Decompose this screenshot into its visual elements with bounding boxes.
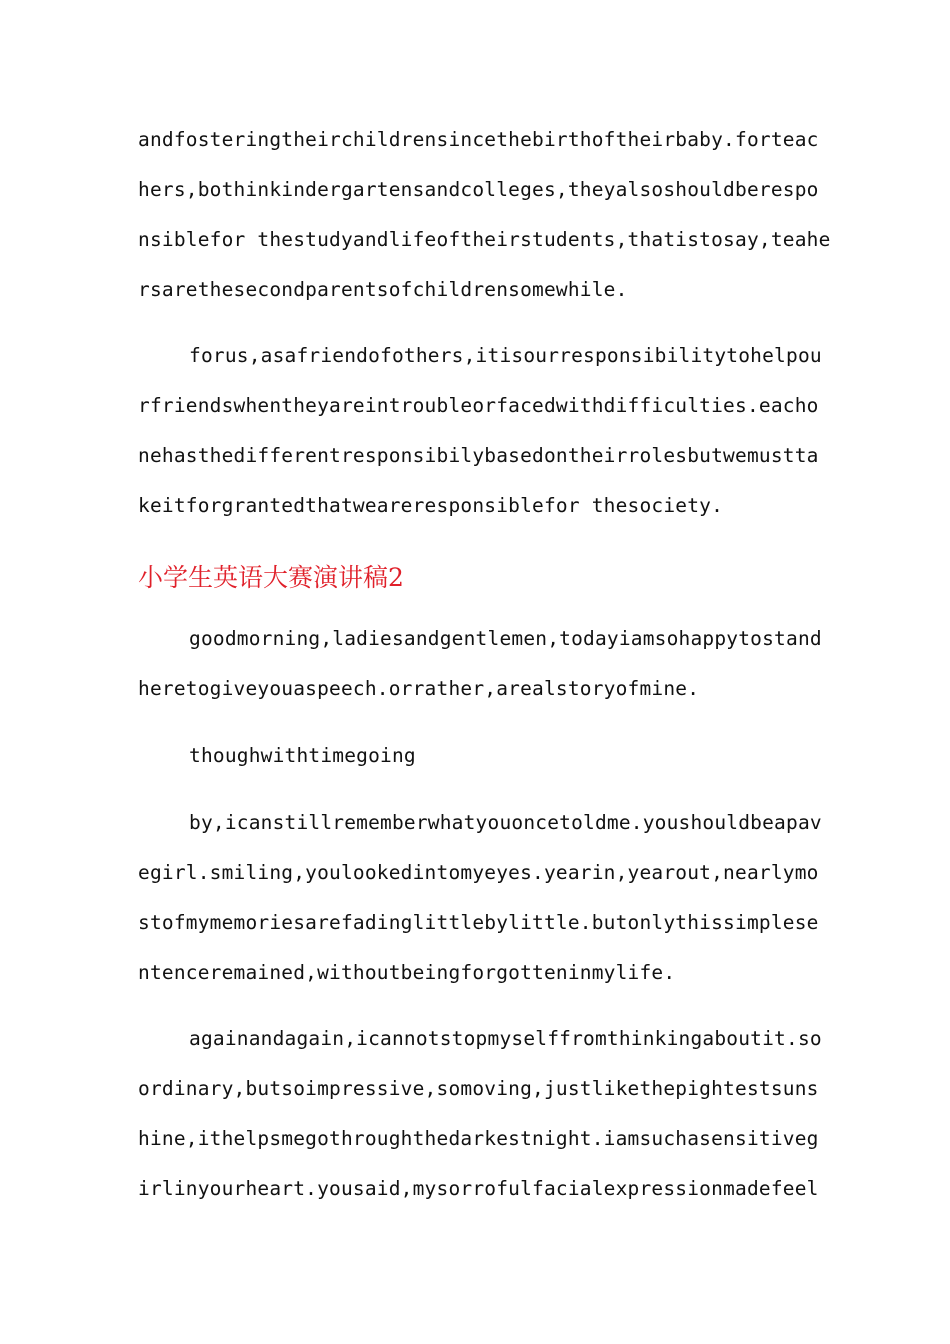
paragraph-line: andfosteringtheirchildrensincethebirthoftheirbaby.forteac [138, 128, 819, 151]
paragraph-line: thoughwithtimegoing [189, 744, 416, 767]
paragraph-1 [138, 115, 831, 315]
paragraph-line: goodmorning,ladiesandgentlemen,todayiamsohappytostand [189, 627, 822, 650]
paragraph-line: ordinary,butsoimpressive,somoving,justlikethepightestsuns [138, 1077, 819, 1100]
paragraph-line: rfriendswhentheyareintroubleorfacedwithdifficulties.eacho [138, 394, 819, 417]
paragraph-line: againandagain,icannotstopmyselffromthinkingaboutit.so [189, 1027, 822, 1050]
paragraph-6 [138, 1014, 822, 1214]
paragraph-line: irlinyourheart.yousaid,mysorrofulfacialexpressionmadefeel [138, 1177, 819, 1200]
paragraph-line: stofmymemoriesarefadinglittlebylittle.butonlythissimplese [138, 911, 819, 934]
paragraph-line: forus,asafriendofothers,itisourresponsibilitytohelpou [189, 344, 822, 367]
paragraph-line: nehasthedifferentresponsibilybasedontheirrolesbutwemustta [138, 444, 819, 467]
paragraph-line: ntenceremained,withoutbeingforgotteninmylife. [138, 961, 676, 984]
section-heading: 小学生英语大赛演讲稿2 [138, 563, 404, 592]
paragraph-line: nsiblefor thestudyandlifeoftheirstudents,thatistosay,teahe [138, 228, 831, 251]
paragraph-4 [138, 731, 818, 781]
paragraph-5 [138, 798, 822, 998]
paragraph-line: by,icanstillrememberwhatyouoncetoldme.youshouldbeapav [189, 811, 822, 834]
paragraph-line: hers,bothinkindergartensandcolleges,theyalsoshouldberespo [138, 178, 819, 201]
paragraph-3 [138, 614, 822, 714]
paragraph-line: rsarethesecondparentsofchildrensomewhile. [138, 278, 628, 301]
paragraph-line: hine,ithelpsmegothroughthedarkestnight.iamsuchasensitiveg [138, 1127, 819, 1150]
paragraph-line: egirl.smiling,youlookedintomyeyes.yearin,yearout,nearlymo [138, 861, 819, 884]
paragraph-line: heretogiveyouaspeech.orrather,arealstoryofmine. [138, 677, 700, 700]
paragraph-line: keitforgrantedthatweareresponsiblefor thesociety. [138, 494, 724, 517]
paragraph-2 [138, 331, 822, 531]
